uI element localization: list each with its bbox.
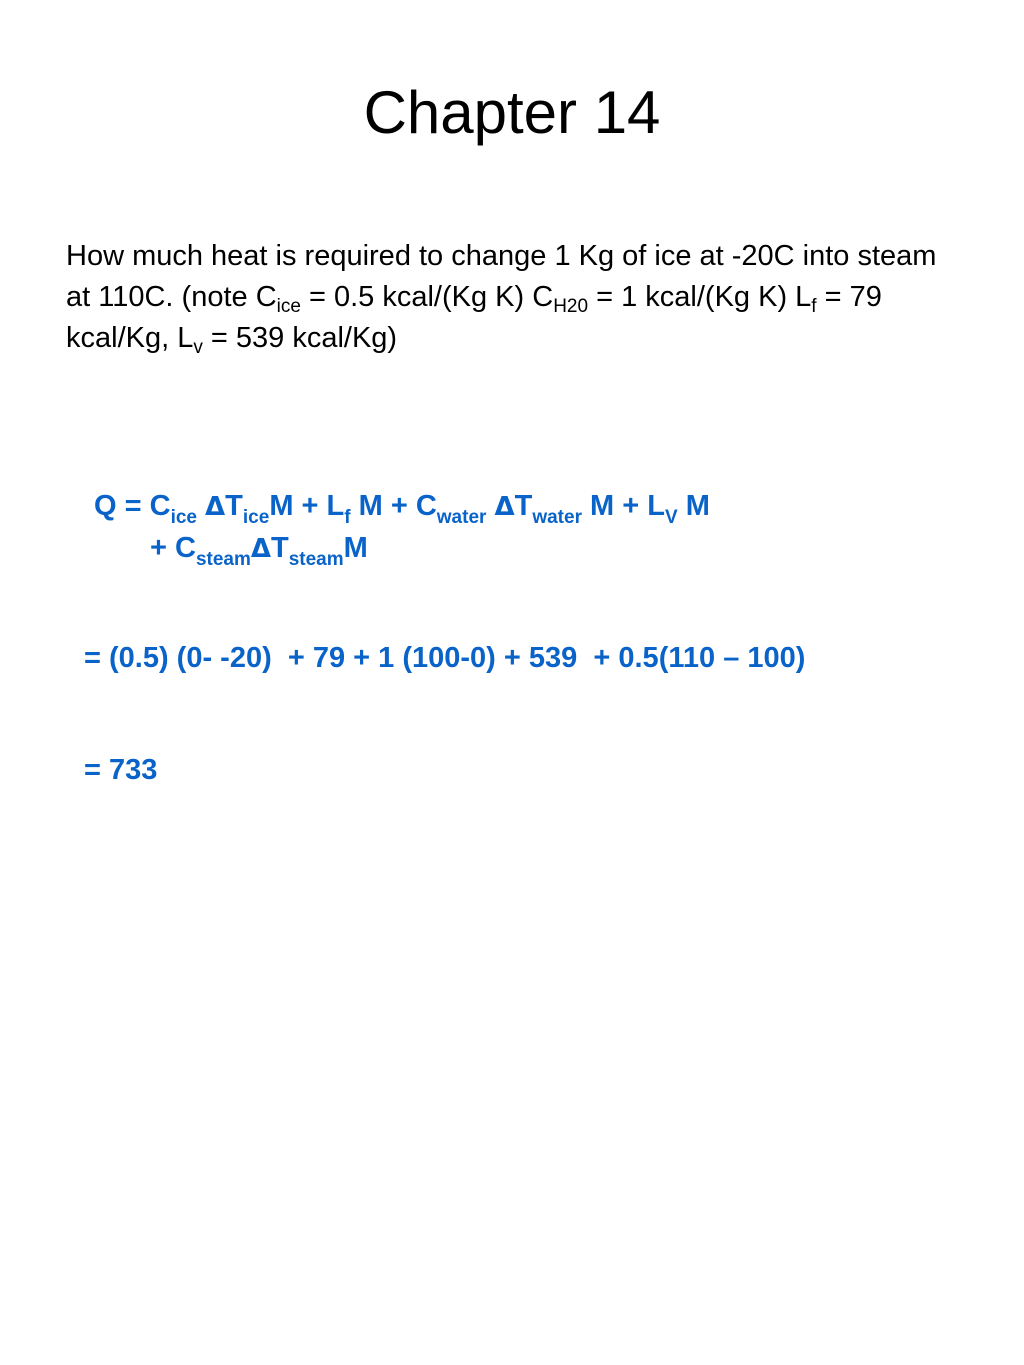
problem-sub-v: v: [193, 337, 203, 358]
problem-text-5: = 539 kcal/Kg): [202, 322, 398, 354]
heat-equation: [94, 486, 974, 570]
eq-m-plus-l: M + L: [269, 490, 345, 522]
problem-text-1: How much heat is required to change 1 Kg of ice at -20C into steam at 110C. (note C: [66, 240, 937, 313]
eq-sub-v: V: [664, 507, 678, 528]
eq-sub-steam: steam: [195, 549, 251, 570]
eq-m-plus-c: M + C: [350, 490, 437, 522]
delta-symbol-2: Δ: [494, 492, 515, 522]
problem-text-3: = 1 kcal/(Kg K) L: [588, 281, 812, 313]
eq-sub-ice-2: ice: [242, 507, 270, 528]
delta-symbol-3: Δ: [250, 534, 271, 564]
eq-sub-water-2: water: [532, 507, 582, 528]
substitution-line: = (0.5) (0- -20) + 79 + 1 (100-0) + 539 + 0.5(110 – 100): [84, 642, 806, 674]
eq-t-steam: T: [270, 532, 289, 564]
eq-m-end: M: [677, 490, 710, 522]
eq-m-plus-lv: M + L: [581, 490, 665, 522]
eq-sub-f: f: [344, 507, 351, 528]
slide-title: Chapter 14: [363, 79, 661, 146]
problem-sub-ice: ice: [276, 296, 301, 317]
problem-sub-h20: H20: [553, 296, 589, 317]
eq-sub-ice: ice: [170, 507, 197, 528]
problem-text-4: = 79 kcal/Kg, L: [66, 281, 882, 354]
problem-statement: [66, 236, 966, 359]
eq-q: Q = C: [94, 490, 171, 522]
result-line: = 733: [84, 754, 158, 786]
eq-sub-water: water: [436, 507, 487, 528]
eq-m: M: [343, 532, 368, 564]
eq-line-2: [94, 528, 974, 570]
delta-symbol: Δ: [205, 492, 226, 522]
eq-t-ice: T: [225, 490, 243, 522]
problem-sub-f: f: [811, 296, 817, 317]
eq-plus-c: + C: [150, 532, 196, 564]
eq-t-water: T: [514, 490, 533, 522]
problem-text-2: = 0.5 kcal/(Kg K) C: [300, 281, 554, 313]
eq-sub-steam-2: steam: [288, 549, 344, 570]
